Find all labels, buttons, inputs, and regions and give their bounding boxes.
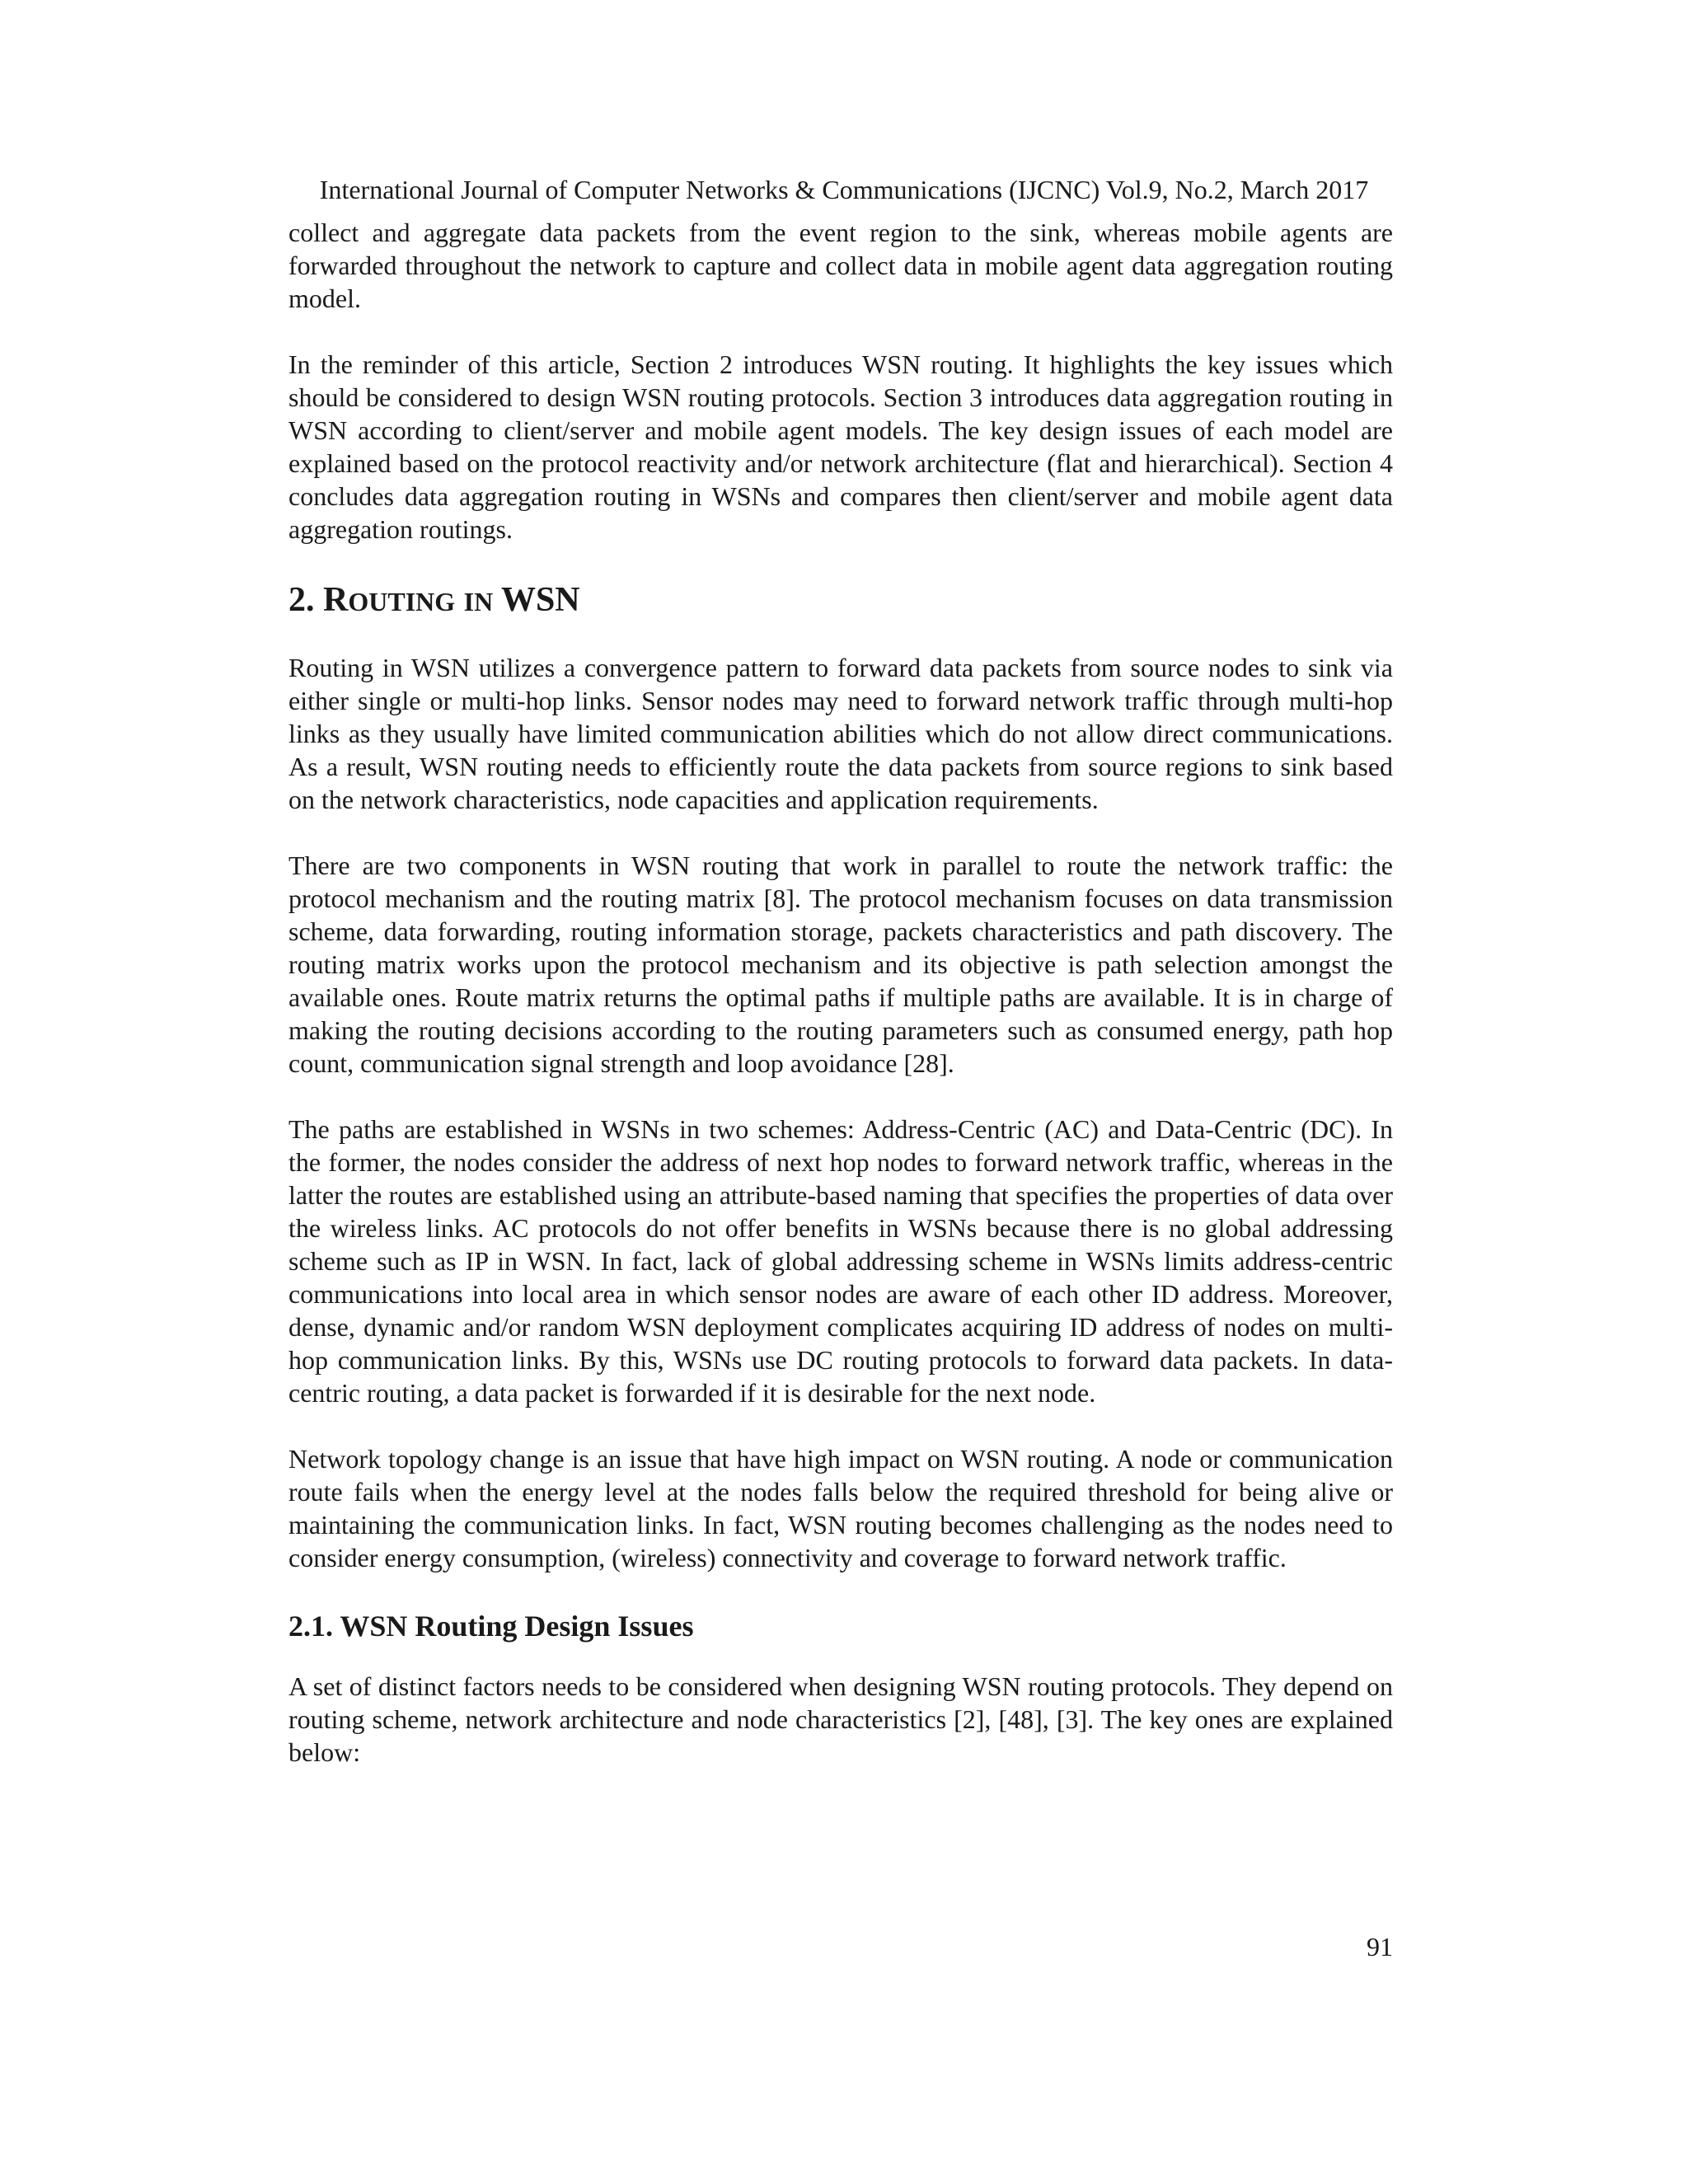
subsection-heading-design-issues: 2.1. WSN Routing Design Issues: [288, 1610, 694, 1643]
body-column: [288, 216, 1393, 1802]
section-heading-smallcaps-2: IN: [463, 587, 494, 616]
paragraph-design-factors: A set of distinct factors needs to be considered when designing WSN routing protocols. They depend on routing scheme, network architecture and node characteristics [2], [48], [3]. The key ones are explained below:: [288, 1671, 1393, 1767]
page-number: 91: [1367, 1932, 1393, 1961]
journal-running-header: International Journal of Computer Networks & Communications (IJCNC) Vol.9, No.2, March 2017: [319, 175, 1369, 204]
paragraph-article-outline: In the reminder of this article, Section 2 introduces WSN routing. It highlights the key issues which should be considered to design WSN routing protocols. Section 3 introduces data aggregation routing in WSN according to client/server and mobile agent models. The key design issues of each model are explained based on the protocol reactivity and/or network architecture (flat and hierarchical). Section 4 concludes data aggregation routing in WSNs and compares then client/server and mobile agent data aggregation routings.: [288, 349, 1393, 544]
section-heading-tail: WSN: [500, 581, 580, 619]
paragraph-intro-continuation: collect and aggregate data packets from the event region to the sink, whereas mobile agents are forwarded throughout the network to capture and collect data in mobile agent data aggregation routing model.: [288, 218, 1393, 313]
section-heading-routing-in-wsn: [288, 579, 1393, 623]
section-heading-number: 2. R: [288, 581, 349, 619]
paragraph-topology-change: Network topology change is an issue that have high impact on WSN routing. A node or communication route fails when the energy level at the nodes falls below the required threshold for being alive or maintaining the communication links. In fact, WSN routing becomes challenging as the nodes need to consider energy consumption, (wireless) connectivity and coverage to forward network traffic.: [288, 1444, 1393, 1572]
paragraph-addressing-schemes: The paths are established in WSNs in two schemes: Address-Centric (AC) and Data-Centric (DC). In the former, the nodes consider the address of next hop nodes to forward network traffic, whereas in the latter the routes are established using an attribute-based naming that specifies the properties of data over the wireless links. AC protocols do not offer benefits in WSNs because there is no global addressing scheme such as IP in WSN. In fact, lack of global addressing scheme in WSNs limits address-centric communications into local area in which sensor nodes are aware of each other ID address. Moreover, dense, dynamic and/or random WSN deployment complicates acquiring ID address of nodes on multi-hop communication links. By this, WSNs use DC routing protocols to forward data packets. In data-centric routing, a data packet is forwarded if it is desirable for the next node.: [288, 1114, 1393, 1408]
paragraph-routing-components: There are two components in WSN routing that work in parallel to route the network traffic: the protocol mechanism and the routing matrix [8]. The protocol mechanism focuses on data transmission scheme, data forwarding, routing information storage, packets characteristics and path discovery. The routing matrix works upon the protocol mechanism and its objective is path selection amongst the available ones. Route matrix returns the optimal paths if multiple paths are available. It is in charge of making the routing decisions according to the routing parameters such as consumed energy, path hop count, communication signal strength and loop avoidance [28].: [288, 851, 1393, 1078]
section-heading-smallcaps-1: OUTING: [348, 587, 456, 616]
paragraph-routing-overview: Routing in WSN utilizes a convergence pattern to forward data packets from source nodes to sink via either single or multi-hop links. Sensor nodes may need to forward network traffic through multi-hop links as they usually have limited communication abilities which do not allow direct communications. As a result, WSN routing needs to efficiently route the data packets from source regions to sink based on the network characteristics, node capacities and application requirements.: [288, 653, 1393, 814]
